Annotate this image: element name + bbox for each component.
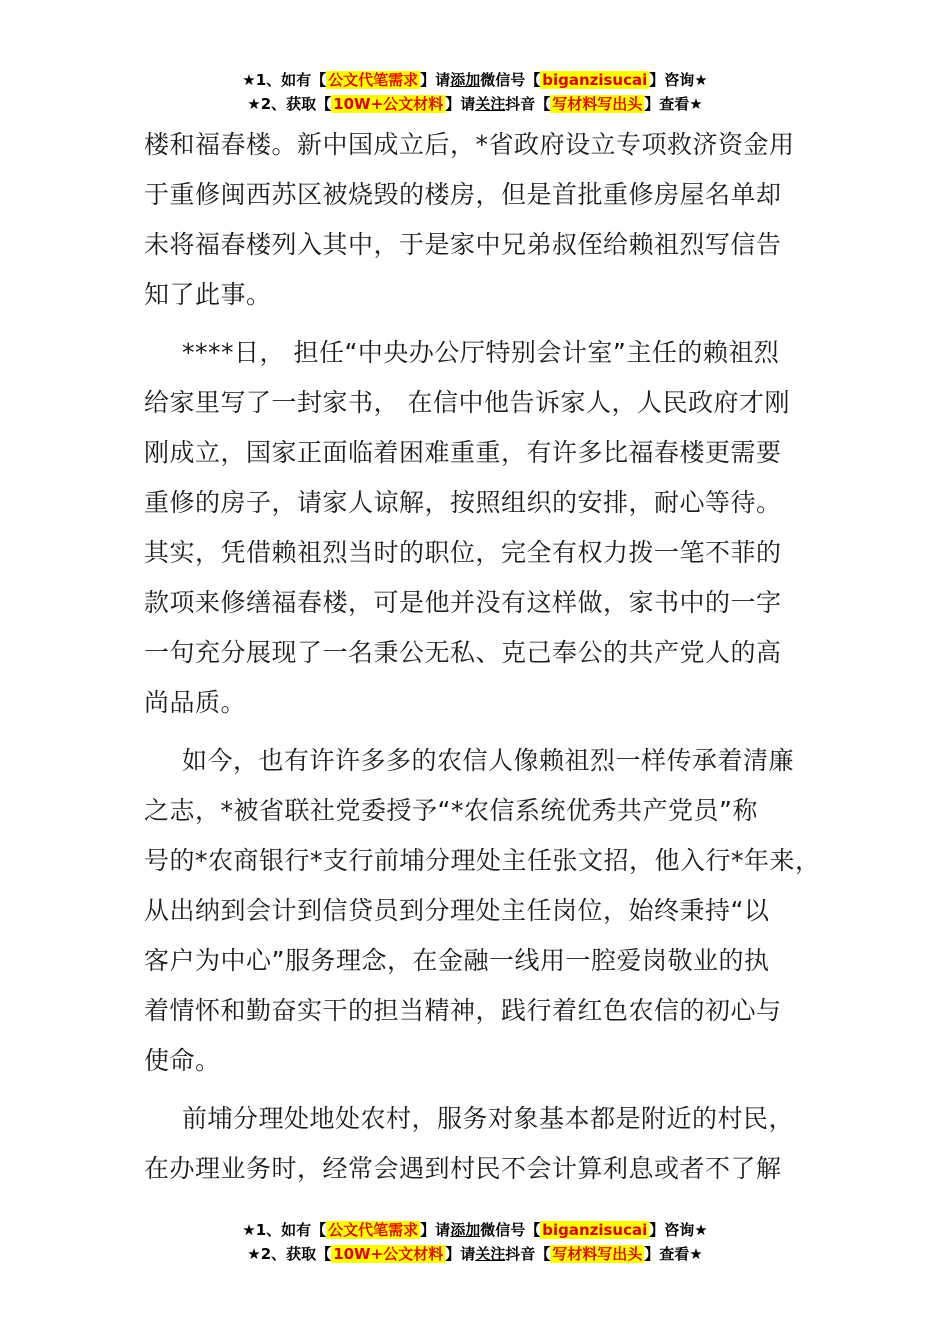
banner-text: ★2、获取【: [247, 1245, 332, 1263]
text-line: 重修的房子，请家人谅解，按照组织的安排，耐心等待。: [144, 488, 782, 517]
text-line: 楼和福春楼。新中国成立后，*省政府设立专项救济资金用: [144, 130, 795, 159]
text-line: 从出纳到会计到信贷员到分理处主任岗位，始终秉持“以: [144, 896, 770, 925]
banner-highlight: biganzisucai: [542, 1221, 648, 1239]
banner-text: 】请: [445, 95, 476, 113]
footer-banner: [0, 1218, 950, 1266]
banner-highlight: biganzisucai: [542, 71, 648, 89]
paragraph: [144, 120, 824, 320]
text-line: 知了此事。: [144, 280, 272, 309]
banner-highlight: 10W+公文材料: [333, 95, 444, 113]
banner-text: 微信号【: [480, 1221, 541, 1239]
paragraph: [144, 328, 824, 728]
header-banner: [0, 68, 950, 116]
text-line: 着情怀和勤奋实干的担当精神，践行着红色农信的初心与: [144, 996, 782, 1025]
banner-emphasis: 添加: [450, 1221, 481, 1239]
banner-text: ★1、如有【: [242, 1221, 327, 1239]
banner-text: 抖音【: [505, 95, 551, 113]
banner-line-2: [0, 1242, 950, 1266]
text-line: 客户为中心”服务理念，在金融一线用一腔爱岗敬业的执: [144, 946, 770, 975]
text-line: 前埔分理处地处农村，服务对象基本都是附近的村民，: [182, 1104, 795, 1133]
banner-emphasis: 关注: [475, 1245, 506, 1263]
text-line: 款项来修缮福春楼，可是他并没有这样做，家书中的一字: [144, 588, 782, 617]
banner-text: ★2、获取【: [247, 95, 332, 113]
paragraph: [144, 736, 824, 1086]
banner-text: 】咨询★: [649, 1221, 708, 1239]
text-line: 在办理业务时，经常会遇到村民不会计算利息或者不了解: [144, 1154, 782, 1183]
document-body: [144, 120, 824, 1194]
text-line: 使命。: [144, 1046, 221, 1075]
text-line: 一句充分展现了一名秉公无私、克己奉公的共产党人的高: [144, 638, 782, 667]
banner-highlight: 公文代笔需求: [328, 1221, 419, 1239]
text-line: 于重修闽西苏区被烧毁的楼房，但是首批重修房屋名单却: [144, 180, 782, 209]
banner-emphasis: 关注: [475, 95, 506, 113]
paragraph: [144, 1094, 824, 1194]
banner-line-1: [0, 1218, 950, 1242]
banner-highlight: 写材料写出头: [552, 95, 643, 113]
banner-text: 】请: [445, 1245, 476, 1263]
text-line: 未将福春楼列入其中，于是家中兄弟叔侄给赖祖烈写信告: [144, 230, 782, 259]
text-line: 其实，凭借赖祖烈当时的职位，完全有权力拨一笔不菲的: [144, 538, 782, 567]
text-line: 给家里写了一封家书， 在信中他告诉家人，人民政府才刚: [144, 388, 790, 417]
text-line: 之志，*被省联社党委授予“*农信系统优秀共产党员”称: [144, 796, 758, 825]
text-line: 尚品质。: [144, 688, 247, 717]
banner-text: 】查看★: [644, 1245, 703, 1263]
text-line: 刚成立，国家正面临着困难重重，有许多比福春楼更需要: [144, 438, 782, 467]
banner-emphasis: 添加: [450, 71, 481, 89]
banner-text: 】请: [420, 1221, 451, 1239]
text-line: 如今，也有许许多多的农信人像赖祖烈一样传承着清廉: [182, 746, 795, 775]
banner-highlight: 10W+公文材料: [333, 1245, 444, 1263]
banner-text: ★1、如有【: [242, 71, 327, 89]
banner-text: 】请: [420, 71, 451, 89]
text-line: ****日， 担任“中央办公厅特别会计室”主任的赖祖烈: [182, 338, 780, 367]
banner-highlight: 公文代笔需求: [328, 71, 419, 89]
banner-text: 抖音【: [505, 1245, 551, 1263]
banner-highlight: 写材料写出头: [552, 1245, 643, 1263]
text-line: 号的*农商银行*支行前埔分理处主任张文招，他入行*年来，: [144, 846, 821, 875]
banner-text: 微信号【: [480, 71, 541, 89]
banner-line-2: [0, 92, 950, 116]
banner-text: 】查看★: [644, 95, 703, 113]
banner-line-1: [0, 68, 950, 92]
banner-text: 】咨询★: [649, 71, 708, 89]
